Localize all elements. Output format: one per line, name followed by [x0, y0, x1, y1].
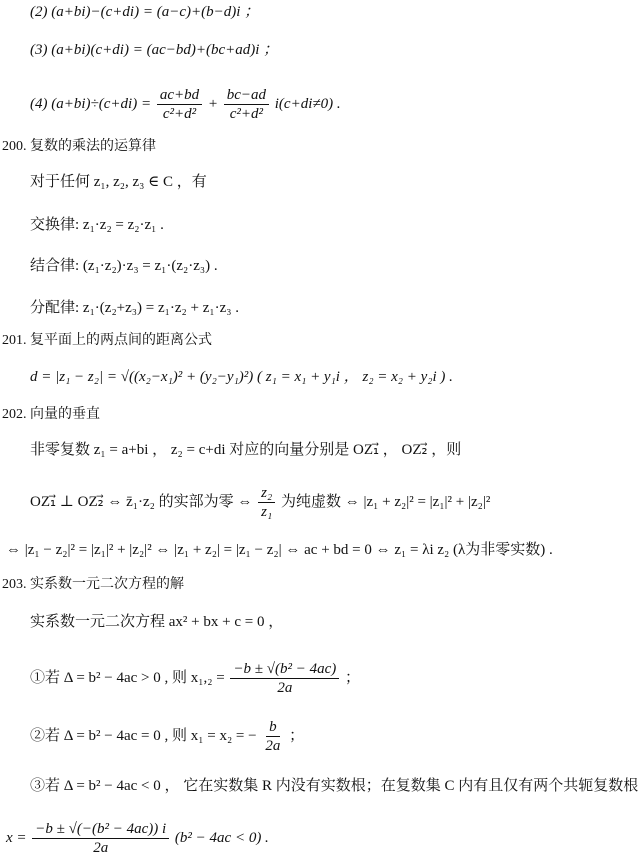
- fraction: [230, 660, 339, 697]
- fraction-numerator: z₂: [258, 484, 275, 503]
- text-line: [30, 172, 207, 192]
- heading-text: 201. 复平面上的两点间的距离公式: [2, 333, 212, 348]
- formula-text: (2) (a+bi)−(c+di) = (a−c)+(b−d)i ；: [30, 4, 260, 20]
- fraction: [262, 718, 283, 755]
- section-heading-201: [2, 331, 212, 351]
- case-negative-discriminant: [30, 776, 638, 796]
- distance-formula: [30, 367, 453, 387]
- fraction: [224, 86, 269, 123]
- section-heading-203: [2, 575, 184, 595]
- formula-text: d = |z₁ − z₂| = √((x₂−x₁)² + (y₂−y₁)²) ( z₁ = x₁ + y₁i ， z₂ = x₂ + y₂i ) .: [30, 369, 453, 385]
- formula-text: (3) (a+bi)(c+di) = (ac−bd)+(bc+ad)i ；: [30, 42, 279, 58]
- fraction-numerator: b: [266, 718, 280, 737]
- heading-text: 203. 实系数一元二次方程的解: [2, 577, 184, 592]
- section-heading-200: [2, 137, 156, 157]
- formula-line-2: [30, 2, 259, 22]
- formula-line-4: [30, 86, 341, 123]
- text-content: ；: [345, 669, 361, 686]
- text-content: 非零复数 z₁ = a+bi ， z₂ = c+di 对应的向量分别是 OZ₁⃗ ， OZ₂⃗ ，则: [30, 442, 462, 458]
- fraction-numerator: −b ± √(−(b² − 4ac)) i: [32, 820, 169, 839]
- fraction-denominator: c²+d²: [162, 106, 197, 122]
- fraction-denominator: z₁: [261, 504, 273, 520]
- section-heading-202: [2, 405, 100, 425]
- case-positive-discriminant: [30, 660, 360, 697]
- formula-line-3: [30, 40, 278, 60]
- fraction-denominator: c²+d²: [229, 106, 263, 122]
- text-content: OZ₁⃗ ⊥ OZ₂⃗ ⇔ z̄₁·z₂ 的实部为零 ⇔: [30, 493, 253, 510]
- formula-prefix: (4) (a+bi)÷(c+di) =: [30, 95, 152, 112]
- fraction-denominator: 2a: [93, 840, 109, 856]
- complex-roots-formula: [6, 820, 269, 857]
- text-content: ；: [289, 727, 305, 744]
- text-content: ⇔ |z₁ − z₂|² = |z₁|² + |z₂|² ⇔ |z₁ + z₂| = |z₁ − z₂| ⇔ ac + bd = 0 ⇔ z₁ = λi z₂ (λ为非零实数) .: [6, 542, 553, 558]
- fraction-denominator: 2a: [265, 738, 281, 754]
- text-content: 对于任何 z₁, z₂, z₃ ∈ C ，有: [30, 174, 207, 190]
- text-content: x =: [6, 829, 27, 846]
- distributive-law: [30, 298, 239, 318]
- fraction: [32, 820, 169, 857]
- text-line: [30, 440, 461, 460]
- perpendicular-condition: [30, 484, 490, 521]
- associative-law: [30, 256, 218, 276]
- text-content: 结合律: (z₁·z₂)·z₃ = z₁·(z₂·z₃) .: [30, 258, 218, 274]
- equivalence-chain: [6, 540, 553, 560]
- heading-text: 202. 向量的垂直: [2, 407, 100, 422]
- fraction-numerator: bc−ad: [224, 86, 269, 105]
- text-content: ②若 Δ = b² − 4ac = 0 , 则 x₁ = x₂ = −: [30, 727, 257, 744]
- plus-sign: +: [207, 95, 218, 112]
- case-zero-discriminant: [30, 718, 304, 755]
- fraction: [258, 484, 275, 521]
- text-content: ③若 Δ = b² − 4ac < 0 ， 它在实数集 R 内没有实数根；在复数集 C 内有且仅有两个共轭复数根: [30, 778, 639, 794]
- text-content: ①若 Δ = b² − 4ac > 0 , 则 x₁,₂ =: [30, 669, 225, 686]
- text-content: 为纯虚数 ⇔ |z₁ + z₂|² = |z₁|² + |z₂|²: [280, 493, 491, 510]
- text-line: [30, 612, 283, 632]
- text-content: 分配律: z₁·(z₂+z₃) = z₁·z₂ + z₁·z₃ .: [30, 300, 239, 316]
- formula-suffix: i(c+di≠0) .: [274, 95, 341, 112]
- text-content: 实系数一元二次方程 ax² + bx + c = 0 ，: [30, 614, 284, 630]
- fraction-denominator: 2a: [277, 680, 293, 696]
- text-content: 交换律: z₁·z₂ = z₂·z₁ .: [30, 217, 164, 233]
- fraction-numerator: ac+bd: [157, 86, 202, 105]
- heading-text: 200. 复数的乘法的运算律: [2, 139, 156, 154]
- fraction: [157, 86, 202, 123]
- fraction-numerator: −b ± √(b² − 4ac): [230, 660, 339, 679]
- text-content: (b² − 4ac < 0) .: [174, 829, 269, 846]
- commutative-law: [30, 215, 164, 235]
